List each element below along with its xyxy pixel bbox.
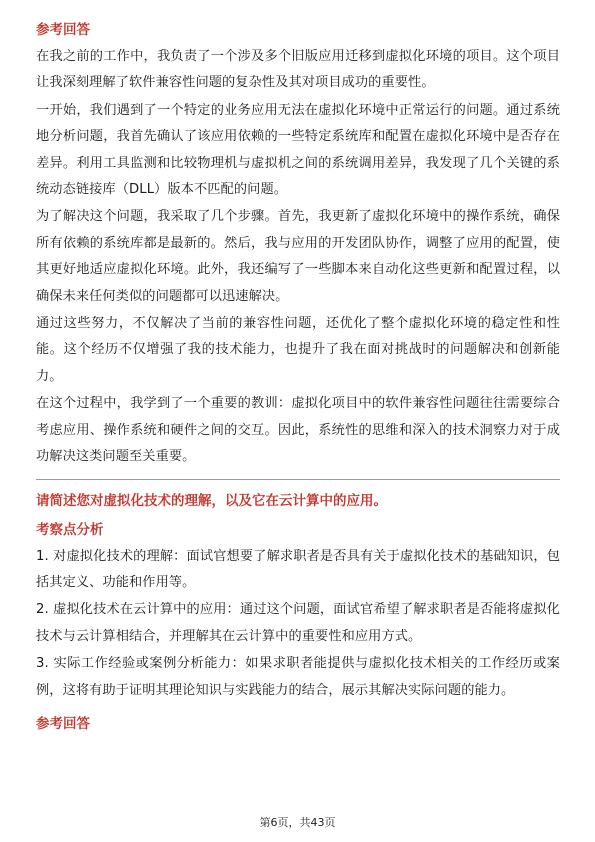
answer-paragraph-3: 为了解决这个问题，我采取了几个步骤。首先，我更新了虚拟化环境中的操作系统，确保所有依赖的系统库都是最新的。然后，我与应用的开发团队协作，调整了应用的配置，使其更好地适应虚拟化环境。此外，我还编写了一些脚本来自动化这些更新和配置过程，以确保未来任何类似的问题都可以迅速解决。 bbox=[36, 209, 560, 304]
reference-answer-heading: 参考回答 bbox=[36, 22, 90, 38]
answer-paragraph-1: 在我之前的工作中，我负责了一个涉及多个旧版应用迁移到虚拟化环境的项目。这个项目让我深刻理解了软件兼容性问题的复杂性及其对项目成功的重要性。 bbox=[36, 49, 560, 91]
interview-question: 请简述您对虚拟化技术的理解，以及它在云计算中的应用。 bbox=[36, 492, 387, 509]
page-number: 第6页，共43页 bbox=[259, 816, 336, 829]
analysis-item-2: 2. 虚拟化技术在云计算中的应用：通过这个问题，面试官希望了解求职者是否能将虚拟化技术与云计算相结合，并理解其在云计算中的重要性和应用方式。 bbox=[36, 602, 560, 644]
section-divider bbox=[36, 479, 560, 480]
answer-paragraph-4: 通过这些努力，不仅解决了当前的兼容性问题，还优化了整个虚拟化环境的稳定性和性能。这个经历不仅增强了我的技术能力，也提升了我在面对挑战时的问题解决和创新能力。 bbox=[36, 316, 560, 384]
answer-paragraph-2: 一开始，我们遇到了一个特定的业务应用无法在虚拟化环境中正常运行的问题。通过系统地分析问题，我首先确认了该应用依赖的一些特定系统库和配置在虚拟化环境中是否存在差异。利用工具监测和比较物理机与虚拟机之间的系统调用差异，我发现了几个关键的系统动态链接库（DLL）版本不匹配的问题。 bbox=[36, 102, 560, 198]
analysis-heading: 考察点分析 bbox=[36, 521, 104, 538]
answer-paragraph-5: 在这个过程中，我学到了一个重要的教训：虚拟化项目中的软件兼容性问题往往需要综合考虑应用、操作系统和硬件之间的交互。因此，系统性的思维和深入的技术洞察力对于成功解决这类问题至关重要。 bbox=[36, 396, 560, 465]
reference-answer-heading-2: 参考回答 bbox=[36, 715, 90, 732]
page-content bbox=[36, 20, 560, 738]
analysis-item-3: 3. 实际工作经验或案例分析能力：如果求职者能提供与虚拟化技术相关的工作经历或案例，这将有助于证明其理论知识与实践能力的结合，展示其解决实际问题的能力。 bbox=[36, 656, 560, 698]
analysis-item-1: 1. 对虚拟化技术的理解：面试官想要了解求职者是否具有关于虚拟化技术的基础知识，包括其定义、功能和作用等。 bbox=[36, 548, 560, 590]
